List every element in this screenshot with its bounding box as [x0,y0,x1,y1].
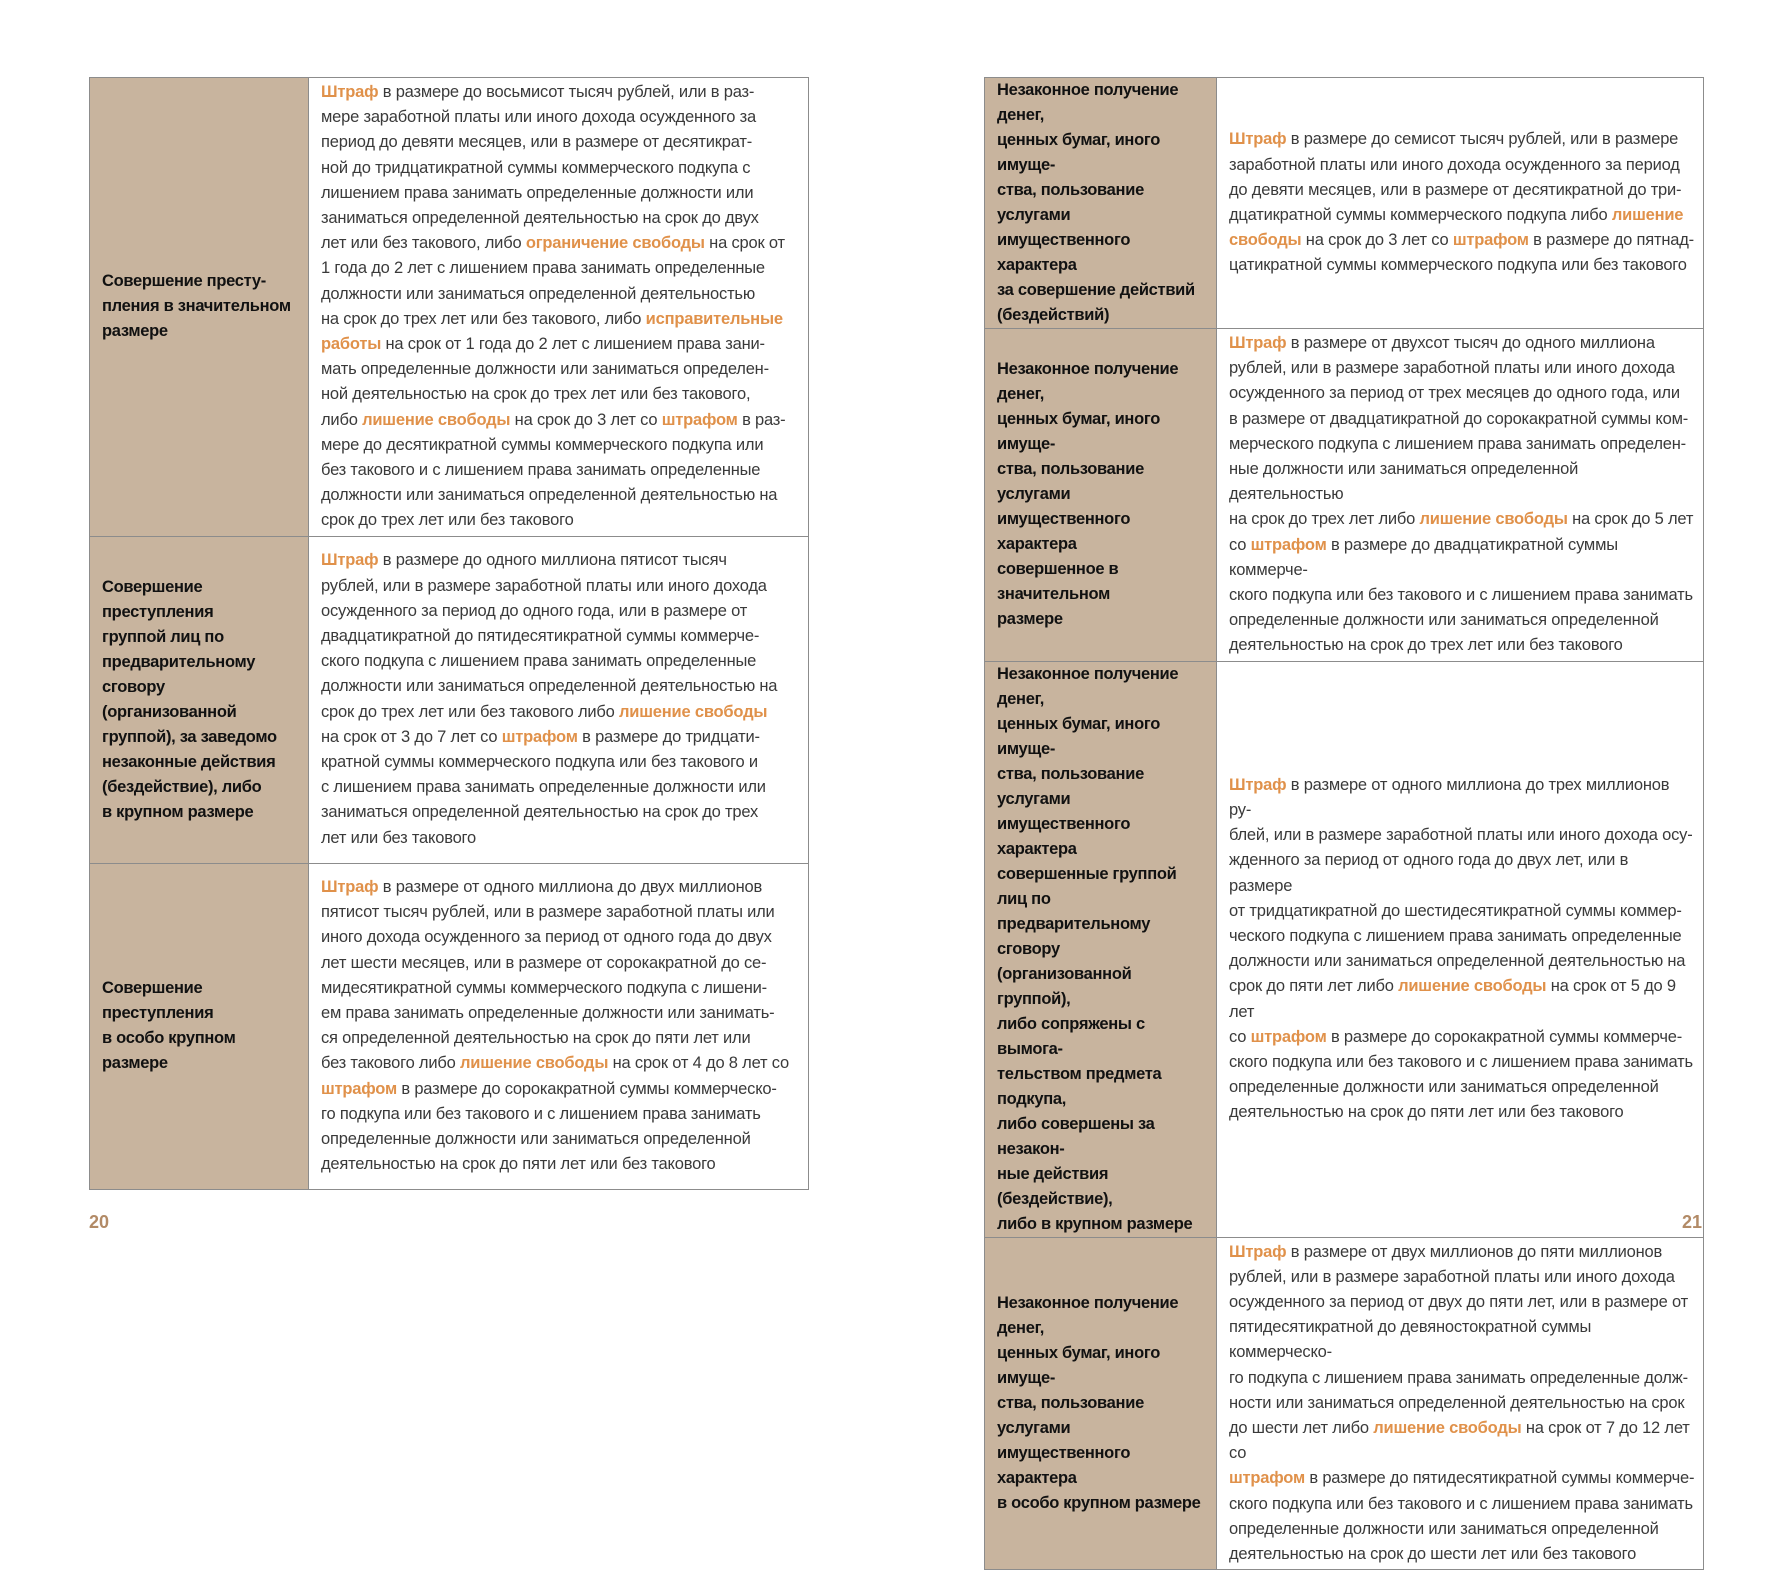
highlight-term: штрафом [501,727,578,746]
highlight-term: штрафом [1452,231,1529,250]
highlight-term: штрафом [321,1079,397,1098]
penalty-table-left [89,77,809,1190]
table-row [985,329,1704,662]
highlight-term: штрафом [1229,1469,1305,1488]
penalty-text: Штраф в размере до семисот тысяч рублей, или в размере заработной платы или иного дохода осужденного за период до девяти месяцев, или в размере от десятикратной до три- дцатикратной суммы коммерческого подкупа либо лишение свободы на срок до 3 лет со штрафом в размере до пятнад- цатикратной суммы коммерческого подкупа или без такового [1217,78,1704,329]
highlight-term: Штраф [1229,334,1287,352]
highlight-term: лишение свободы [1419,510,1568,529]
penalty-text: Штраф в размере от одного миллиона до двух миллионов пятисот тысяч рублей, или в размере заработной платы или иного дохода осужденного за период от одного года до двух лет шести месяцев, или в размере от сорокакратной до се- мидесятикратной суммы коммерческого подкупа с лишени- ем права занимать определенные должности или занимать- ся определенной деятельностью на срок до пяти лет или без такового либо лишение свободы на срок от 4 до 8 лет со штрафом в размере до сорокакратной суммы коммерческо- го подкупа или без такового и с лишением права занимать определенные должности или заниматься определенной деятельностью на срок до пяти лет или без такового [309,863,809,1189]
page-number: 20 [89,1212,110,1232]
table-row [985,1237,1704,1570]
table-row [985,78,1704,329]
offense-label: Совершение преступления группой лиц по предварительному сговору (организованной группой), за заведомо незаконные действия (бездействие), либо в крупном размере [90,536,309,863]
highlight-term: Штраф [1229,1242,1287,1261]
highlight-term: лишение свободы [619,702,768,721]
penalty-text: Штраф в размере от двух миллионов до пяти миллионов рублей, или в размере заработной платы или иного дохода осужденного за период от двух до пяти лет, или в размере от пятидесятикратной до девяностократной суммы коммерческо- го подкупа с лишением права занимать определенные долж- ности или заниматься определенной деятельностью на срок до шести лет либо лишение свободы на срок от 7 до 12 лет со штрафом в размере до пятидесятикратной суммы коммерче- ского подкупа или без такового и с лишением права занимать определенные должности или заниматься определенной деятельностью на срок до шести лет или без такового [1217,1237,1704,1570]
table-row [90,78,809,537]
offense-label: Незаконное получение денег, ценных бумаг, иного имуще- ства, пользование услугами имущественного характера совершенные группой лиц по предварительному сговору (организованной группой), либо сопряжены с вымога- тельством предмета подкупа, либо совершены за незакон- ные действия (бездействие), либо в крупном размере [985,661,1217,1237]
highlight-term: лишение свободы [1398,977,1547,996]
page-number: 21 [1682,1212,1703,1232]
highlight-term: лишение свободы [460,1054,609,1073]
highlight-term: штрафом [661,410,738,429]
offense-label: Незаконное получение денег, ценных бумаг, иного имуще- ства, пользование услугами имущественного характера за совершение действий (бездействий) [985,78,1217,329]
highlight-term: лишение свободы [1373,1419,1522,1438]
highlight-term: штрафом [1250,535,1327,554]
penalty-table-right [984,77,1704,1570]
table-row [90,536,809,863]
highlight-term: лишение свободы [1229,206,1684,250]
penalty-text: Штраф в размере до одного миллиона пятисот тысяч рублей, или в размере заработной платы или иного дохода осужденного за период до одного года, или в размере от двадцатикратной до пятидесятикратной суммы коммерче- ского подкупа с лишением права занимать определенные должности или заниматься определенной деятельностью на срок до трех лет или без такового либо лишение свободы на срок от 3 до 7 лет со штрафом в размере до тридцати- кратной суммы коммерческого подкупа или без такового и с лишением права занимать определенные должности или заниматься определенной деятельностью на срок до трех лет или без такового [309,536,809,863]
penalty-text: Штраф в размере до восьмисот тысяч рублей, или в раз- мере заработной платы или иного дохода осужденного за период до девяти месяцев, или в размере от десятикрат- ной до тридцатикратной суммы коммерческого подкупа с лишением права занимать определенные должности или заниматься определенной деятельностью на срок до двух лет или без такового, либо ограничение свободы на срок от 1 года до 2 лет с лишением права занимать определенные должности или заниматься определенной деятельностью на срок до трех лет или без такового, либо исправительные работы на срок от 1 года до 2 лет с лишением права зани- мать определенные должности или заниматься определен- ной деятельностью на срок до трех лет или без такового, либо лишение свободы на срок до 3 лет со штрафом в раз- мере до десятикратной суммы коммерческого подкупа или без такового и с лишением права занимать определенные должности или заниматься определенной деятельностью на срок до трех лет или без такового [309,78,809,537]
highlight-term: Штраф [321,83,379,101]
offense-label: Незаконное получение денег, ценных бумаг, иного имуще- ства, пользование услугами имущественного характера совершенное в значительном размере [985,329,1217,662]
table-row [90,863,809,1189]
highlight-term: лишение свободы [362,410,511,429]
offense-label: Незаконное получение денег, ценных бумаг, иного имуще- ства, пользование услугами имущественного характера в особо крупном размере [985,1237,1217,1570]
offense-label: Совершение престу- пления в значительном размере [90,78,309,537]
penalty-text: Штраф в размере от одного миллиона до трех миллионов ру- блей, или в размере заработной платы или иного дохода осу- жденного за период от одного года до двух лет, или в размере от тридцатикратной до шестидесятикратной суммы коммер- ческого подкупа с лишением права занимать определенные должности или заниматься определенной деятельностью на срок до пяти лет либо лишение свободы на срок от 5 до 9 лет со штрафом в размере до сорокакратной суммы коммерче- ского подкупа или без такового и с лишением права занимать определенные должности или заниматься определенной деятельностью на срок до пяти лет или без такового [1217,661,1704,1237]
penalty-text: Штраф в размере от двухсот тысяч до одного миллиона рублей, или в размере заработной платы или иного дохода осужденного за период от трех месяцев до одного года, или в размере от двадцатикратной до сорокакратной суммы ком- мерческого подкупа с лишением права занимать определен- ные должности или заниматься определенной деятельностью на срок до трех лет либо лишение свободы на срок до 5 лет со штрафом в размере до двадцатикратной суммы коммерче- ского подкупа или без такового и с лишением права занимать определенные должности или заниматься определенной деятельностью на срок до трех лет или без такового [1217,329,1704,662]
highlight-term: Штраф [321,551,379,570]
highlight-term: штрафом [1250,1027,1327,1046]
highlight-term: Штраф [1229,130,1287,149]
offense-label: Совершение преступления в особо крупном размере [90,863,309,1189]
highlight-term: ограничение свободы [525,234,705,253]
highlight-term: Штраф [1229,775,1287,794]
highlight-term: Штраф [321,877,379,896]
highlight-term: исправительные работы [321,309,783,354]
table-row [985,661,1704,1237]
